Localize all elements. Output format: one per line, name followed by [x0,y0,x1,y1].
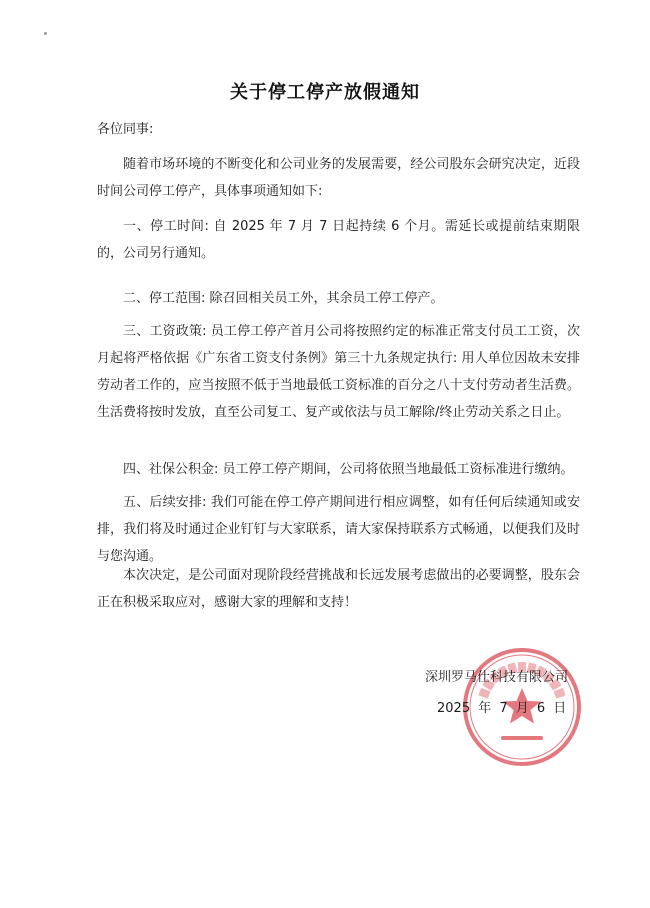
paragraph-item-4: 四、社保公积金: 员工停工停产期间，公司将依照当地最低工资标准进行缴纳。 [123,462,574,477]
paragraph-item-1: 一、停工时间: 自 2025 年 7 月 7 日起持续 6 个月。需延长或提前结束期限的，公司另行通知。 [97,219,580,261]
signer-company: 深圳罗马仕科技有限公司 [425,670,569,685]
seal-lettering-mark [478,688,490,699]
paragraph-item-3: 三、工资政策: 员工停工停产首月公司将按照约定的标准正常支付员工工资，次月起将严格依据《广东省工资支付条例》第三十九条规定执行: 用人单位因故未安排劳动者工作的，应当按照不低于当地最低工资标准的百分之八十支付劳动者生活费。生活费将按时发放，直至公司复工、复产或依法与员工解除/终止劳动关系之日止。 [97,324,580,420]
scan-speck [44,32,47,35]
notice-date: 2025 年 7 月 6 日 [437,701,567,716]
paragraph-intro: 随着市场环境的不断变化和公司业务的发展需要，经公司股东会研究决定，近段时间公司停工停产，具体事项通知如下: [97,157,580,199]
seal-lettering-mark [554,688,566,699]
greeting: 各位同事: [97,122,154,137]
notice-title: 关于停工停产放假通知 [230,82,420,103]
paragraph-item-2: 二、停工范围: 除召回相关员工外，其余员工停工停产。 [123,291,444,306]
paragraph-item-5: 五、后续安排: 我们可能在停工停产期间进行相应调整，如有任何后续通知或安排，我们将及时通过企业钉钉与大家联系，请大家保持联系方式畅通，以便我们及时与您沟通。 [97,495,580,564]
paragraph-closing: 本次决定，是公司面对现阶段经营挑战和长远发展考虑做出的必要调整，股东会正在积极采取应对，感谢大家的理解和支持！ [97,568,580,610]
